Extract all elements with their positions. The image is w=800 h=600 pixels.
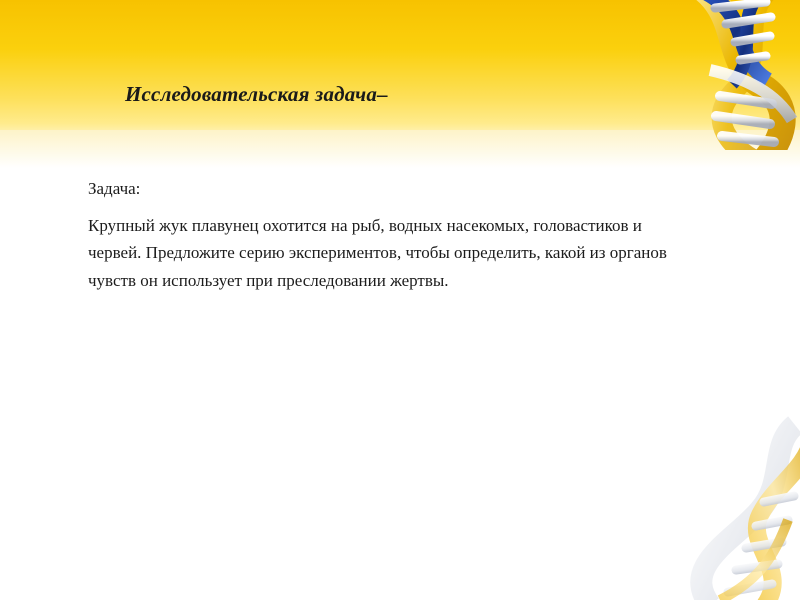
task-label: Задача: [88,179,141,198]
page-title: Исследовательская задача– [125,82,388,106]
dna-helix-icon-top [570,0,800,150]
task-paragraph: Крупный жук плавунец охотится на рыб, водных насекомых, головастиков и червей. Предложите серию экспериментов, чтобы определить, какой из органов чувств он использует при преследовании жертвы. [88,215,667,290]
body-content [88,176,698,294]
dna-helix-icon-bottom [560,370,800,600]
